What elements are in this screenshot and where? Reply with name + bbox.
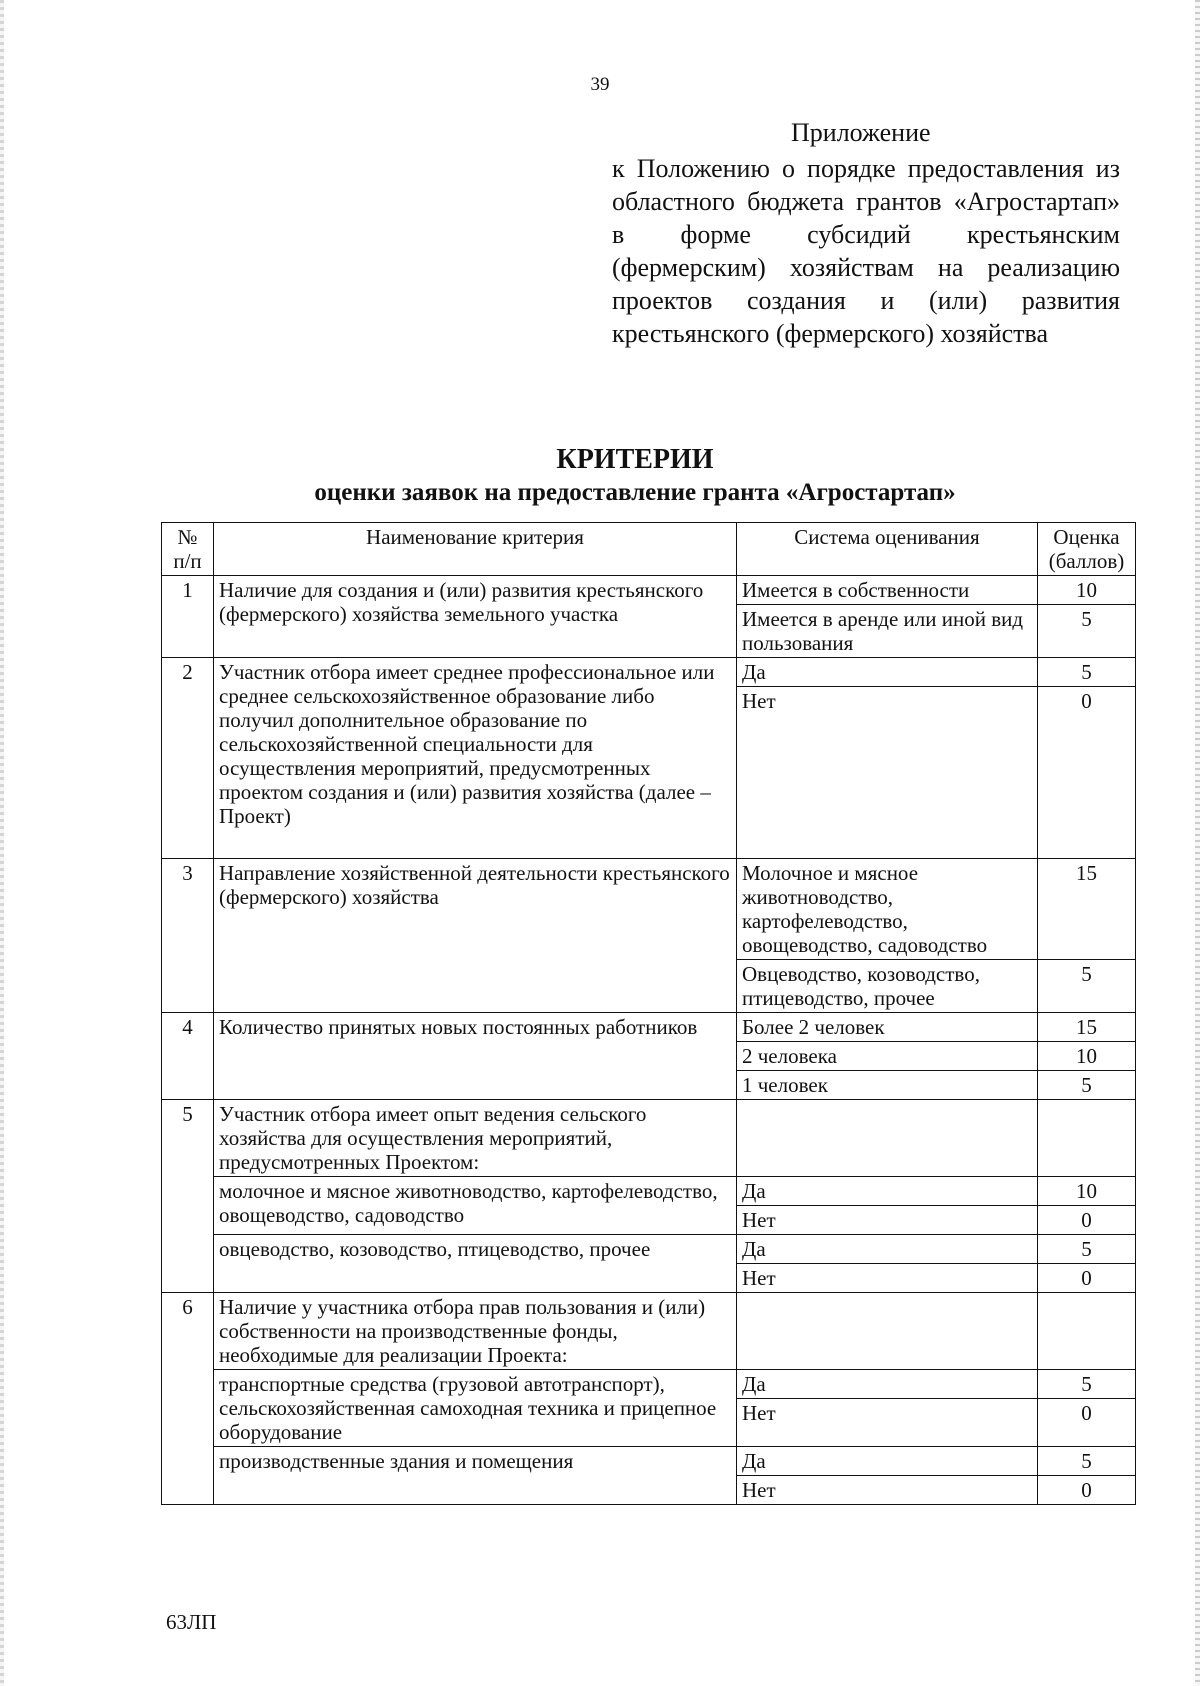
criterion-name: Наличие для создания и (или) развития крестьянского (фермерского) хозяйства земельного участка [214,576,737,658]
option-score: 5 [1038,1447,1136,1476]
option-label: Нет [737,687,1038,859]
page-number: 39 [590,74,610,95]
option-score: 0 [1038,687,1136,859]
option-label: Нет [737,1264,1038,1293]
header-name: Наименование критерия [214,523,737,576]
document-title: КРИТЕРИИ [556,444,714,475]
criterion-name: Участник отбора имеет среднее профессиональное или среднее сельскохозяйственное образование либо получил дополнительное образование по сельскохозяйственной специальности для осуществления мероприятий, предусмотренных проектом создания и (или) развития хозяйства (далее – Проект) [214,658,737,859]
option-score: 10 [1038,1042,1136,1071]
table-row [162,1013,1136,1042]
criterion-name: Направление хозяйственной деятельности крестьянского (фермерского) хозяйства [214,859,737,1013]
table-row [162,658,1136,687]
option-score: 0 [1038,1476,1136,1505]
option-label: Овцеводство, козоводство, птицеводство, прочее [737,960,1038,1013]
row-num: 5 [162,1100,214,1293]
row-num: 2 [162,658,214,859]
header-system: Система оценивания [737,523,1038,576]
option-score: 15 [1038,1013,1136,1042]
table-row [162,1177,1136,1206]
appendix-text: к Положению о порядке предоставления из областного бюджета грантов «Агростартап» в форме субсидий крестьянским (фермерским) хозяйствам на реализацию проектов создания и (или) развития крестьянского (фермерского) хозяйства [612,154,1120,348]
sub-criterion-name: транспортные средства (грузовой автотранспорт), сельскохозяйственная самоходная техника и прицепное оборудование [214,1370,737,1447]
option-label: Имеется в собственности [737,576,1038,605]
option-score: 10 [1038,576,1136,605]
option-score: 5 [1038,1370,1136,1399]
criterion-name: Участник отбора имеет опыт ведения сельского хозяйства для осуществления мероприятий, предусмотренных Проектом: [214,1100,737,1177]
option-label: Нет [737,1476,1038,1505]
option-label: Нет [737,1399,1038,1447]
scan-edge-right [1195,0,1200,1686]
option-score: 5 [1038,605,1136,658]
table-row [162,1100,1136,1177]
sub-criterion-name: молочное и мясное животноводство, картофелеводство, овощеводство, садоводство [214,1177,737,1235]
criterion-name: Наличие у участника отбора прав пользования и (или) собственности на производственные фонды, необходимые для реализации Проекта: [214,1293,737,1370]
option-score: 10 [1038,1177,1136,1206]
option-score: 5 [1038,1071,1136,1100]
header-score: Оценка (баллов) [1038,523,1136,576]
table-row [162,1235,1136,1264]
option-label: Да [737,1447,1038,1476]
option-score: 15 [1038,859,1136,960]
document-subtitle: оценки заявок на предоставление гранта «Агростартап» [314,479,956,506]
option-score: 0 [1038,1399,1136,1447]
option-score: 5 [1038,658,1136,687]
row-num: 1 [162,576,214,658]
sub-criterion-name: овцеводство, козоводство, птицеводство, прочее [214,1235,737,1293]
option-label: Более 2 человек [737,1013,1038,1042]
document-code: 63ЛП [166,1610,217,1634]
option-score: 0 [1038,1206,1136,1235]
criteria-table [161,522,1136,1505]
option-score: 0 [1038,1264,1136,1293]
option-score: 5 [1038,1235,1136,1264]
row-num: 4 [162,1013,214,1100]
table-row [162,1447,1136,1476]
option-label: 2 человека [737,1042,1038,1071]
option-score: 5 [1038,960,1136,1013]
scan-edge-left [0,0,4,1686]
option-label: Нет [737,1206,1038,1235]
option-label: Да [737,658,1038,687]
option-label: 1 человек [737,1071,1038,1100]
header-num: № п/п [162,523,214,576]
table-row [162,1370,1136,1399]
option-label: Да [737,1235,1038,1264]
table-row [162,1293,1136,1370]
appendix-title: Приложение [791,118,931,147]
criterion-name: Количество принятых новых постоянных работников [214,1013,737,1100]
row-num: 3 [162,859,214,1013]
table-row [162,859,1136,960]
row-num: 6 [162,1293,214,1505]
option-label: Да [737,1370,1038,1399]
table-header-row [162,523,1136,576]
table-row [162,576,1136,605]
sub-criterion-name: производственные здания и помещения [214,1447,737,1505]
option-label: Да [737,1177,1038,1206]
option-label: Молочное и мясное животноводство, картофелеводство, овощеводство, садоводство [737,859,1038,960]
option-label: Имеется в аренде или иной вид пользования [737,605,1038,658]
